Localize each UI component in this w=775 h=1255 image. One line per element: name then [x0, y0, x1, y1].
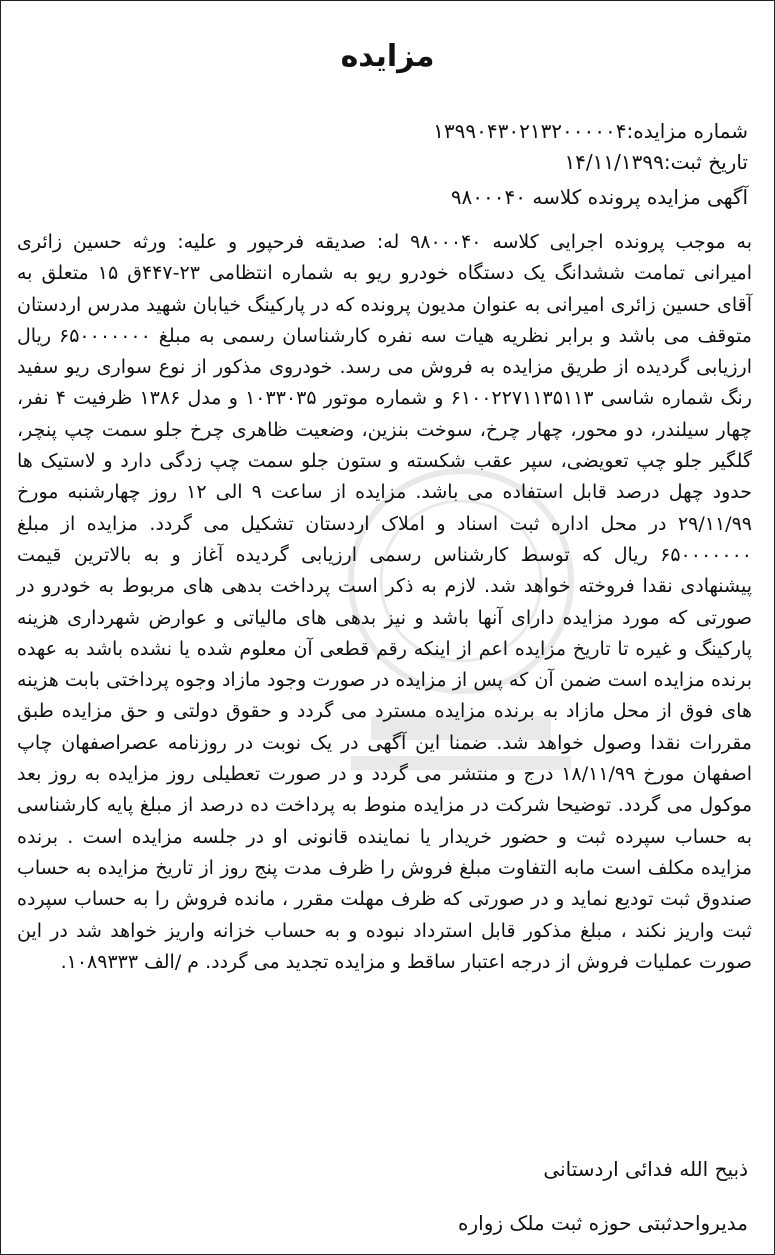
notice-title: مزایده [340, 39, 435, 74]
notice-body: به موجب پرونده اجرایی کلاسه ۹۸۰۰۰۴۰ له: صدیقه فرحپور و علیه: ورثه حسین زائری امیرانی تمامت ششدانگ یک دستگاه خودرو ریو به شماره انتظامی ۲۳-۴۴۷ق ۱۵ متعلق به آقای حسین زائری امیرانی به عنوان مدیون پرونده که در پارکینگ خیابان شهید مدرس اردستان متوقف می باشد و برابر نظریه هیات سه نفره کارشناسان رسمی به مبلغ ۶۵۰۰۰۰۰۰۰ ریال ارزیابی گردیده از طریق مزایده به فروش می رسد. خودروی مذکور از نوع سواری ریو سفید رنگ شماره شاسی ۶۱۰۰۲۲۷۱۱۳۵۱۱۳ و شماره موتور ۱۰۳۳۰۳۵ و مدل ۱۳۸۶ ظرفیت ۴ نفر، چهار سیلندر، دو محور، چهار چرخ، سوخت بنزین، وضعیت ظاهری چرخ جلو سمت چپ پنچر، گلگیر جلو چپ تعویضی، سپر عقب شکسته و ستون جلو سمت چپ زدگی دارد و لاستیک ها حدود چهل درصد قابل استفاده می باشد. مزایده از ساعت ۹ الی ۱۲ روز چهارشنبه مورخ ۲۹/۱۱/۹۹ در محل اداره ثبت اسناد و املاک اردستان تشکیل می گردد. مزایده از مبلغ ۶۵۰۰۰۰۰۰۰ ریال که توسط کارشناس رسمی ارزیابی گردیده آغاز و به بالاترین قیمت پیشنهادی نقدا فروخته خواهد شد. لازم به ذکر است پرداخت بدهی های مربوط به خودرو در صورتی که مورد مزایده دارای آنها باشد و نیز بدهی های مالیاتی و عوارض شهرداری هزینه پارکینگ و غیره تا تاریخ مزایده اعم از اینکه رقم قطعی آن معلوم شده یا نشده باشد به عهده برنده مزایده است ضمن آن که پس از مزایده در صورت وجود مازاد وجوه پرداختی بابت هزینه های فوق از محل مازاد به برنده مزایده مسترد می گردد و حقوق دولتی و حق مزایده طبق مقررات نقدا وصول خواهد شد. ضمنا این آگهی در یک نوبت در روزنامه عصراصفهان چاپ اصفهان مورخ ۱۸/۱۱/۹۹ درج و منتشر می گردد و در صورت تعطیلی روز مزایده به روز بعد موکول می گردد. توضیحا شرکت در مزایده منوط به پرداخت ده درصد از مبلغ پایه کارشناسی به حساب سپرده ثبت و حضور خریدار یا نماینده قانونی او در جلسه مزایده است . برنده مزایده مکلف است مابه التفاوت مبلغ فروش را ظرف مدت پنج روز از تاریخ مزایده به حساب صندوق ثبت تودیع نماید و در صورتی که ظرف مهلت مقرر ، مانده فروش را به حساب سپرده ثبت واریز نکند ، مبلغ مذکور قابل استرداد نبوده و به حساب خزانه واریز خواهد شد در این صورت عملیات فروش از درجه اعتبار ساقط و مزایده تجدید می گردد. م /الف ۱۰۸۹۳۳۳. [17, 231, 752, 973]
registration-date: تاریخ ثبت:۱۴/۱۱/۱۳۹۹ [564, 150, 748, 174]
signer-name: ذبیح الله فدائی اردستانی [543, 1157, 748, 1181]
signer-title: مدیرواحدثبتی حوزه ثبت ملک زواره [458, 1211, 748, 1235]
auction-number: شماره مزایده:۱۳۹۹۰۴۳۰۲۱۳۲۰۰۰۰۰۴ [433, 119, 748, 143]
file-heading: آگهی مزایده پرونده کلاسه ۹۸۰۰۰۴۰ [450, 185, 748, 209]
